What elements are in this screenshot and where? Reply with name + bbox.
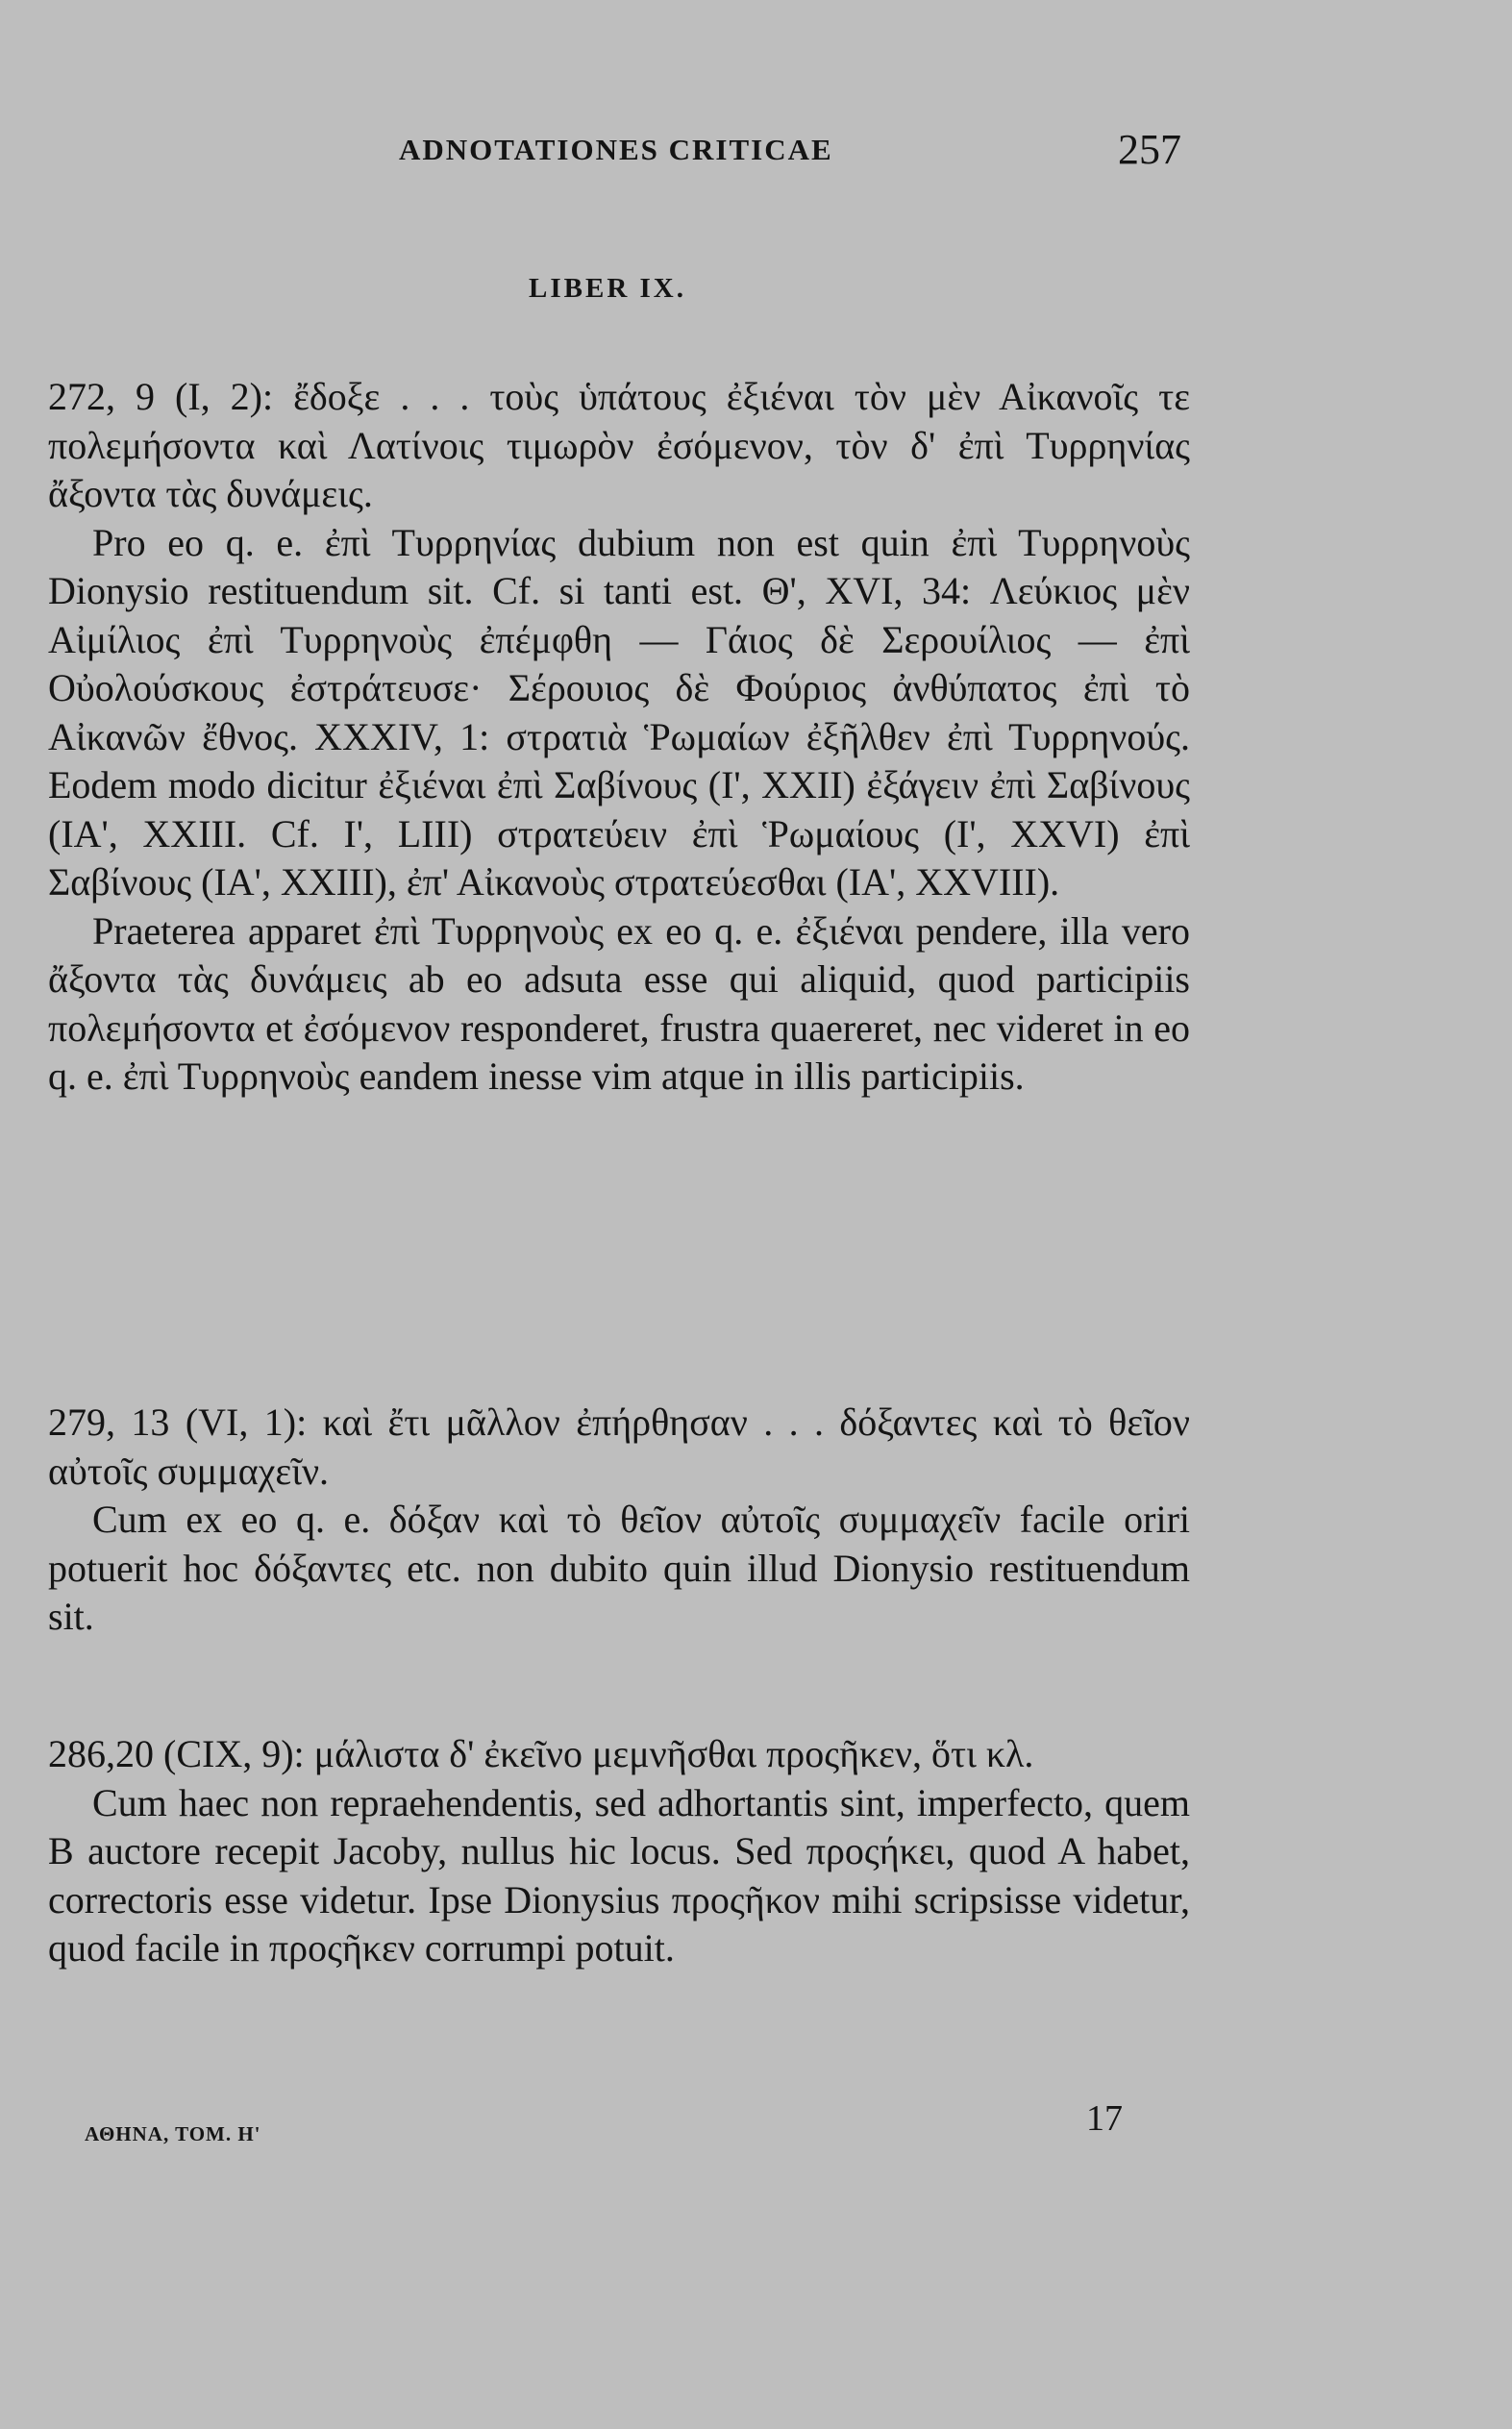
gathering-number: 17 xyxy=(1086,2098,1123,2139)
signature-mark: ΑΘΗΝΑ, ΤΟΜ. Η' xyxy=(85,2122,261,2145)
page-number: 257 xyxy=(1118,126,1181,173)
note-entry-3 xyxy=(48,1730,1190,1973)
note-entry-1 xyxy=(48,373,1190,1102)
note-entry-2 xyxy=(48,1399,1190,1642)
note-lemma: 272, 9 (I, 2): ἔδοξε . . . τοὺς ὑπάτους ἐξιέναι τὸν μὲν Αἰκανοῖς τε πολεμήσοντα καὶ Λατίνοις τιμωρὸν ἐσόμενον, τὸν δ' ἐπὶ Τυρρηνίας ἄξοντα τὰς δυνάμεις. xyxy=(48,375,1190,515)
note-lemma: 279, 13 (VI, 1): καὶ ἔτι μᾶλλον ἐπήρθησαν . . . δόξαντες καὶ τὸ θεῖον αὐτοῖς συμμαχεῖν. xyxy=(48,1400,1190,1493)
book-heading: LIBER IX. xyxy=(529,273,686,304)
note-lemma: 286,20 (CIX, 9): μάλιστα δ' ἐκεῖνο μεμνῆσθαι προςῆκεν, ὅτι κλ. xyxy=(48,1732,1034,1775)
running-title: ADNOTATIONES CRITICAE xyxy=(399,133,833,166)
note-paragraph: Pro eo q. e. ἐπὶ Τυρρηνίας dubium non est quin ἐπὶ Τυρρηνοὺς Dionysio restituendum sit. Cf. si tanti est. Θ', XVI, 34: Λεύκιος μὲν Αἰμίλιος ἐπὶ Τυρρηνοὺς ἐπέμφθη — Γάιος δὲ Σερουίλιος — ἐπὶ Οὐολούσκους ἐστράτευσε· Σέρουιος δὲ Φούριος ἀνθύπατος ἐπὶ τὸ Αἰκανῶν ἔθνος. XXXIV, 1: στρατιὰ Ῥωμαίων ἐξῆλθεν ἐπὶ Τυρρηνούς. Eodem modo dicitur ἐξιέναι ἐπὶ Σαβίνους (I', XXII) ἐξάγειν ἐπὶ Σαβίνους (IA', XXIII. Cf. I', LIII) στρατεύειν ἐπὶ Ῥωμαίους (I', XXVI) ἐπὶ Σαβίνους (IA', XXIII), ἐπ' Αἰκανοὺς στρατεύεσθαι (IA', XXVIII). xyxy=(48,520,1190,904)
note-paragraph: Praeterea apparet ἐπὶ Τυρρηνοὺς ex eo q. e. ἐξιέναι pendere, illa vero ἄξοντα τὰς δυνάμεις ab eo adsuta esse qui aliquid, quod participiis πολεμήσοντα et ἐσόμενον responderet, frustra quaereret, nec videret in eo q. e. ἐπὶ Τυρρηνοὺς eandem inesse vim atque in illis participiis. xyxy=(48,908,1190,1098)
note-paragraph: Cum haec non repraehendentis, sed adhortantis sint, imperfecto, quem B auctore recepit Jacoby, nullus hic locus. Sed προςήκει, quod A habet, correctoris esse videtur. Ipse Dionysius προςῆκον mihi scripsisse videtur, quod facile in προςῆκεν corrumpi potuit. xyxy=(48,1780,1190,1970)
note-paragraph: Cum ex eo q. e. δόξαν καὶ τὸ θεῖον αὐτοῖς συμμαχεῖν facile oriri potuerit hoc δόξαντες etc. non dubito quin illud Dionysio restituendum sit. xyxy=(48,1498,1190,1638)
